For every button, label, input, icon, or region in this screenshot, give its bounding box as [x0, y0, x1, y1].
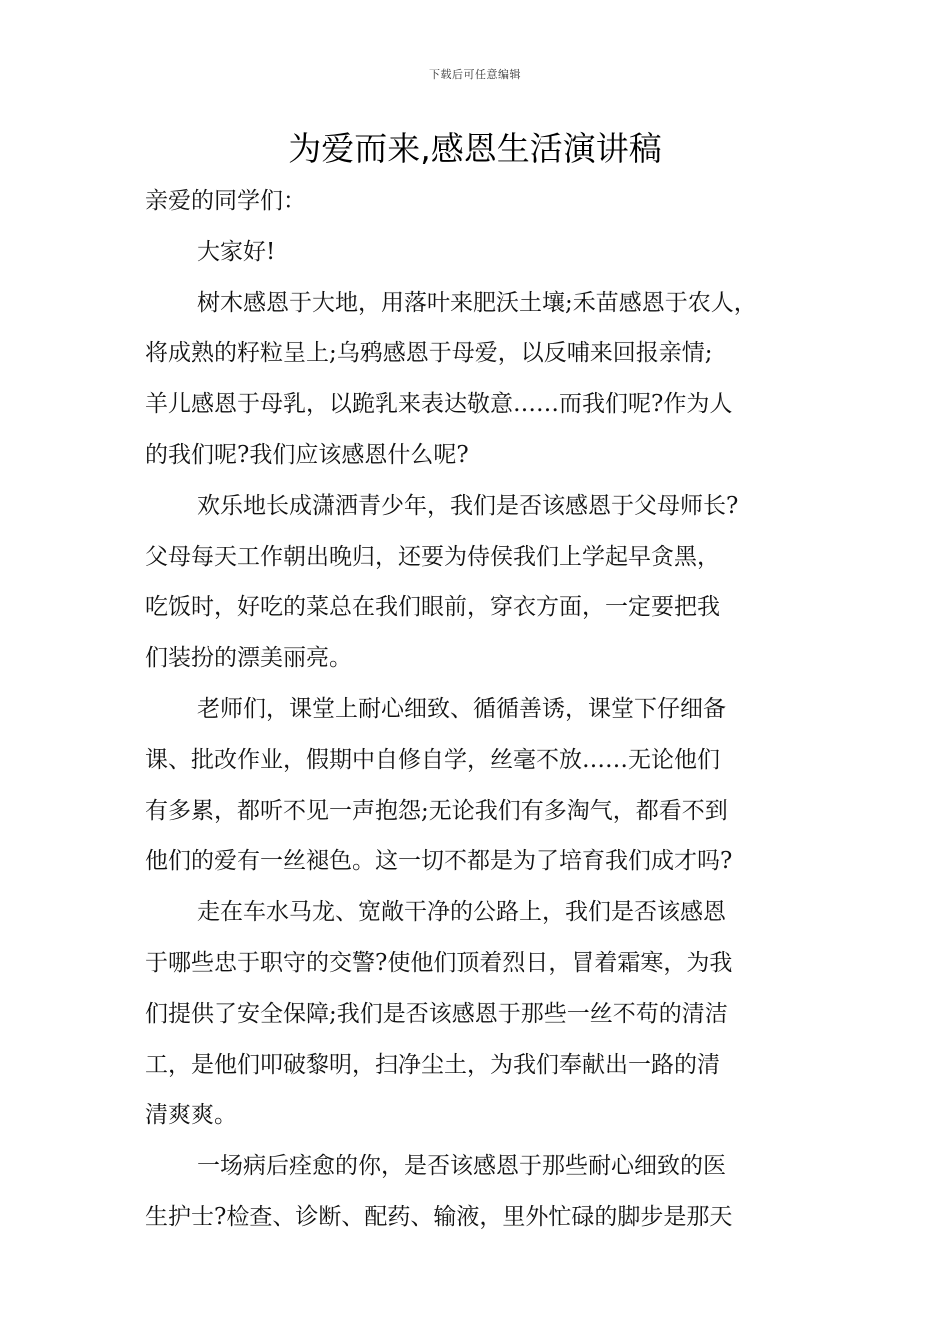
body-text-line: 走在车水马龙、宽敞干净的公路上，我们是否该感恩: [197, 899, 726, 926]
body-text-line: 欢乐地长成潇洒青少年，我们是否该感恩于父母师长?: [197, 492, 739, 519]
body-text-line: 树木感恩于大地，用落叶来肥沃土壤;禾苗感恩于农人，: [197, 289, 757, 316]
body-text-line: 课、批改作业，假期中自修自学，丝毫不放……无论他们: [145, 746, 720, 773]
body-text-line: 有多累，都听不见一声抱怨;无论我们有多淘气，都看不到: [145, 797, 728, 824]
body-text-line: 的我们呢?我们应该感恩什么呢?: [145, 441, 469, 468]
body-text-line: 工，是他们叩破黎明，扫净尘土，为我们奉献出一路的清: [145, 1051, 720, 1078]
body-text-line: 大家好!: [197, 238, 276, 265]
body-text-line: 一场病后痊愈的你，是否该感恩于那些耐心细致的医: [197, 1153, 726, 1180]
body-text-line: 们装扮的漂美丽亮。: [145, 645, 352, 672]
body-text-line: 将成熟的籽粒呈上;乌鸦感恩于母爱，以反哺来回报亲情;: [145, 340, 713, 367]
body-text-line: 老师们，课堂上耐心细致、循循善诱，课堂下仔细备: [197, 695, 726, 722]
body-text-line: 亲爱的同学们：: [145, 188, 306, 214]
header-note: 下载后可任意编辑: [429, 68, 521, 81]
document-title: 为爱而来,感恩生活演讲稿: [288, 129, 662, 168]
body-text-line: 们提供了安全保障;我们是否该感恩于那些一丝不苟的清洁: [145, 1000, 728, 1027]
body-text-line: 清爽爽。: [145, 1102, 237, 1129]
body-text-line: 于哪些忠于职守的交警?使他们顶着烈日，冒着霜寒，为我: [145, 949, 733, 976]
body-text-line: 他们的爱有一丝褪色。这一切不都是为了培育我们成才吗?: [145, 848, 733, 875]
body-text-line: 吃饭时，好吃的菜总在我们眼前，穿衣方面，一定要把我: [145, 594, 720, 621]
body-text-line: 父母每天工作朝出晚归，还要为侍侯我们上学起早贪黑，: [145, 543, 720, 570]
body-text-line: 生护士?检查、诊断、配药、输液，里外忙碌的脚步是那天: [145, 1203, 733, 1230]
body-text-line: 羊儿感恩于母乳，以跪乳来表达敬意……而我们呢?作为人: [145, 391, 733, 418]
document-body: [145, 176, 809, 1243]
